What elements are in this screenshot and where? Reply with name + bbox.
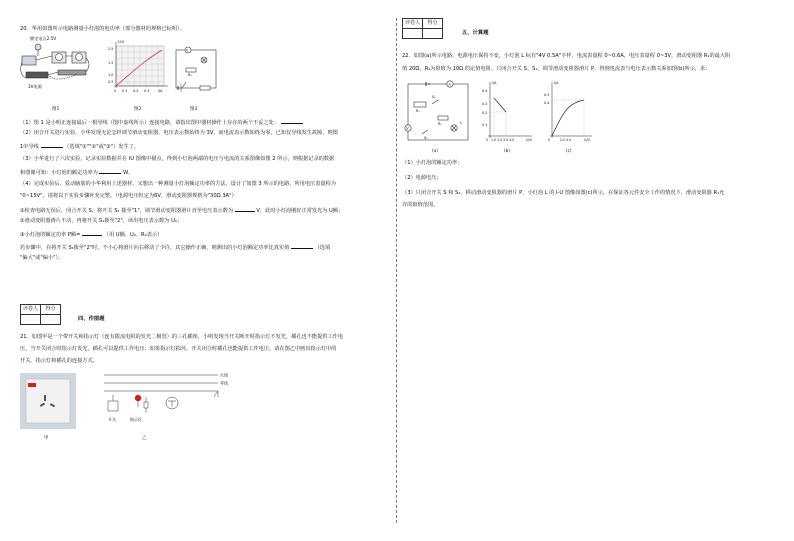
- q22-sub3: （3）只闭合开关 S 和 S₂，移动滑动变阻器的滑片 P，小灯泡 L 的 I-U 图像如图(c)所示，在保证各元件安全工作的情况下，滑动变阻器 R₁允: [402, 190, 725, 196]
- svg-text:U/V: U/V: [584, 138, 590, 142]
- svg-text:0: 0: [114, 89, 117, 93]
- svg-text:I/A: I/A: [554, 81, 559, 85]
- fire-line-label: 火线: [220, 372, 228, 378]
- svg-text:0.4: 0.4: [544, 101, 550, 105]
- svg-text:0.1: 0.1: [122, 89, 128, 93]
- svg-text:U/V: U/V: [526, 138, 532, 142]
- svg-text:U/V: U/V: [118, 40, 125, 44]
- svg-text:0: 0: [548, 138, 551, 142]
- q20-part3-blank[interactable]: [99, 168, 121, 174]
- caption-c: (c): [566, 148, 572, 153]
- fig1-battery-label: 3V电源: [28, 84, 42, 89]
- indicator-label: 指示灯: [130, 417, 142, 422]
- fig2-graph: [108, 40, 168, 93]
- q20-part4: （4）完成实验后，爱动脑筋的小华利用上述器材，又想出一种测量小灯泡额定功率的方法，设计了如图 3 所示的电路，所用电压表量程为: [20, 181, 336, 187]
- q20-step1-blank[interactable]: [235, 206, 255, 212]
- score-header-score: 得分: [423, 19, 443, 29]
- score-header-grader: 评卷人: [21, 305, 41, 315]
- svg-text:V: V: [186, 48, 189, 53]
- q21-text-2: 压，当开关闭合时指示灯发光，插孔可以提供工作电压；如果指示灯损坏，开关闭合时插孔也能提供工作电压。请在图乙中画出指示灯中的: [20, 346, 337, 352]
- q20-part2-cont: 1中导线: [20, 144, 39, 150]
- q20-step2: ②滑动变阻器滑片不动，再将开关 S₁拨至"2"，读出电压表示数为 U₀；: [20, 218, 183, 224]
- q22-sub1: （1）小灯泡的额定功率；: [402, 160, 463, 166]
- q20-step1-tail: V，此时小灯泡刚好正常发光为 U额；: [256, 208, 344, 214]
- fig1-apparatus: [21, 35, 89, 90]
- q20-part2-blank[interactable]: [41, 142, 63, 148]
- q20-error-analysis: 若步骤中，在将开关 S₁拨至"2"时，不小心将滑片向右移动了少许，其它操作正确，则测出的小灯泡额定功率比真实值: [20, 245, 290, 251]
- q20-step1: ①检查电路无误后，闭合开关 S，将开关 S₁ 拨至"1"，调节滑动变阻器滑片直至电压表示数为: [20, 208, 234, 214]
- switch-label: 开关: [108, 417, 116, 422]
- svg-text:V: V: [406, 126, 409, 131]
- q22-sub2: （2）电源电压；: [402, 175, 442, 181]
- q20-error-options: "偏大"或"偏小"）。: [20, 255, 64, 261]
- socket-photo: [20, 373, 76, 429]
- fig1-caption: 图1: [52, 107, 60, 112]
- svg-text:S₁: S₁: [424, 136, 428, 140]
- graph-b: [488, 82, 532, 138]
- q20-part3-cont: 和图像可知：小灯泡的额定功率为: [20, 170, 98, 176]
- score-header-score: 得分: [41, 305, 61, 315]
- neutral-line-label: 零线: [220, 380, 228, 386]
- q20-part2: （2）闭合开关进行实验，小华发现无论怎样调节滑动变阻器，电压表示数始终为 3V。而电流表示数始终为零，已知仅导线发生故障，则图: [20, 130, 338, 136]
- q20-part3-unit: W。: [123, 170, 134, 176]
- fig3-caption: 图3: [190, 107, 198, 112]
- fig1-lamp-label: 额定电压2.5V: [30, 36, 57, 41]
- svg-text:1.5: 1.5: [108, 61, 114, 65]
- q20-part4-cont: "0~15V"，请将以下实验步骤补充完整。（电源电压恒定为6V，滑动变阻器规格为"30Ω 3A"）: [20, 193, 237, 199]
- q20-part3: （3）小华进行了六次实验，记录实验数据并在 IU 图像中描点，得到小灯泡两端的电压与电流的关系图像如图 2 所示，则根据记录的数据: [20, 156, 335, 162]
- q20-part2-tail: （选填"①""②"或"③"）发生了。: [64, 144, 140, 150]
- score-cell-score[interactable]: [423, 29, 443, 39]
- caption-yi: 乙: [142, 436, 147, 441]
- svg-text:R₁: R₁: [416, 109, 420, 113]
- svg-text:I/A: I/A: [158, 89, 163, 93]
- svg-text:L: L: [460, 121, 462, 125]
- fig2-caption: 图2: [134, 107, 142, 112]
- q20-intro: 20．华用如图所示电路测量小灯泡的电功率（部分器材的规格已标明）。: [20, 26, 185, 32]
- q20-part1: （1）图 1 是小明正连接最后一根导线（图中虚线所示）连接电路，请指出图中器材操作上存在的两个不妥之处：: [20, 120, 279, 126]
- svg-text:0: 0: [486, 138, 489, 142]
- svg-text:1.0: 1.0: [108, 73, 114, 77]
- svg-text:0.5: 0.5: [544, 93, 550, 97]
- svg-text:1.0 2.0 3.0 4.0: 1.0 2.0 3.0 4.0: [491, 138, 515, 142]
- caption-jia: 甲: [44, 436, 49, 441]
- score-box-section5: [402, 18, 443, 39]
- svg-text:I/A: I/A: [492, 81, 497, 85]
- svg-text:0.2: 0.2: [133, 89, 139, 93]
- circuit-a: [405, 81, 468, 140]
- q20-step3-blank[interactable]: [82, 230, 102, 236]
- score-header-grader: 评卷人: [403, 19, 423, 29]
- score-cell-grader[interactable]: [21, 315, 41, 325]
- score-cell-grader[interactable]: [403, 29, 423, 39]
- svg-text:0.5: 0.5: [108, 80, 114, 84]
- svg-text:0.1: 0.1: [482, 123, 488, 127]
- q20-part1-blank[interactable]: [281, 118, 303, 124]
- svg-text:S₂: S₂: [432, 95, 436, 99]
- q20-step3: ③小灯泡的额定功率 P额=: [20, 232, 81, 238]
- svg-text:0.2: 0.2: [482, 111, 488, 115]
- section-5-title: 五、计算题: [462, 30, 489, 36]
- caption-b: (b): [504, 148, 510, 153]
- q21-text-3: 开关、指示灯和插孔的连接方式。: [20, 358, 98, 364]
- svg-text:R₂: R₂: [438, 122, 442, 126]
- wiring-diagram: [104, 375, 218, 413]
- score-box-section4: [20, 304, 61, 325]
- q22-text-1: 22．如图(a)所示电路，电源电压保持不变，小灯泡 L 标有"4V 0.5A"字样，电流表量程 0~0.6A，电压表量程 0~3V，滑动变阻器 R₁的最大阻: [402, 53, 731, 59]
- svg-text:2.0 4.0: 2.0 4.0: [560, 138, 572, 142]
- svg-text:0.3: 0.3: [482, 102, 488, 106]
- q20-figures: [18, 34, 218, 114]
- caption-a: (a): [432, 148, 438, 153]
- q22-figures: [402, 78, 602, 156]
- column-divider: [396, 18, 397, 523]
- svg-text:0.4: 0.4: [482, 89, 488, 93]
- q22-sub3-cont: 许的取值范围。: [402, 202, 439, 208]
- fig3-circuit: [176, 47, 216, 92]
- graph-c: [550, 82, 592, 138]
- q20-step3-tail: （用 U额、U₀、R₀表示）: [103, 232, 163, 238]
- q20-error-blank[interactable]: [291, 243, 313, 249]
- section-4-title: 四、作图题: [78, 316, 105, 322]
- q20-error-tail: （选填: [314, 245, 331, 251]
- svg-text:2.5: 2.5: [108, 47, 114, 51]
- svg-text:R₀: R₀: [188, 73, 192, 77]
- q21-text-1: 21．如图甲是一个带开关和指示灯（连有限流电阻的发光二极管）的三孔插座，小明发现当开关断开时指示灯不发光，插孔也不能提供工作电: [20, 334, 344, 340]
- q22-text-2: 值 20Ω，R₂为阻值为 10Ω 的定值电阻。只闭合开关 S、S₁，调节滑动变阻器滑片 P，得到电流表与电压表示数关系如图(b)所示，求：: [402, 66, 711, 72]
- svg-text:0.3: 0.3: [144, 89, 150, 93]
- score-cell-score[interactable]: [41, 315, 61, 325]
- q21-figures: [18, 371, 278, 441]
- svg-text:A: A: [448, 82, 451, 87]
